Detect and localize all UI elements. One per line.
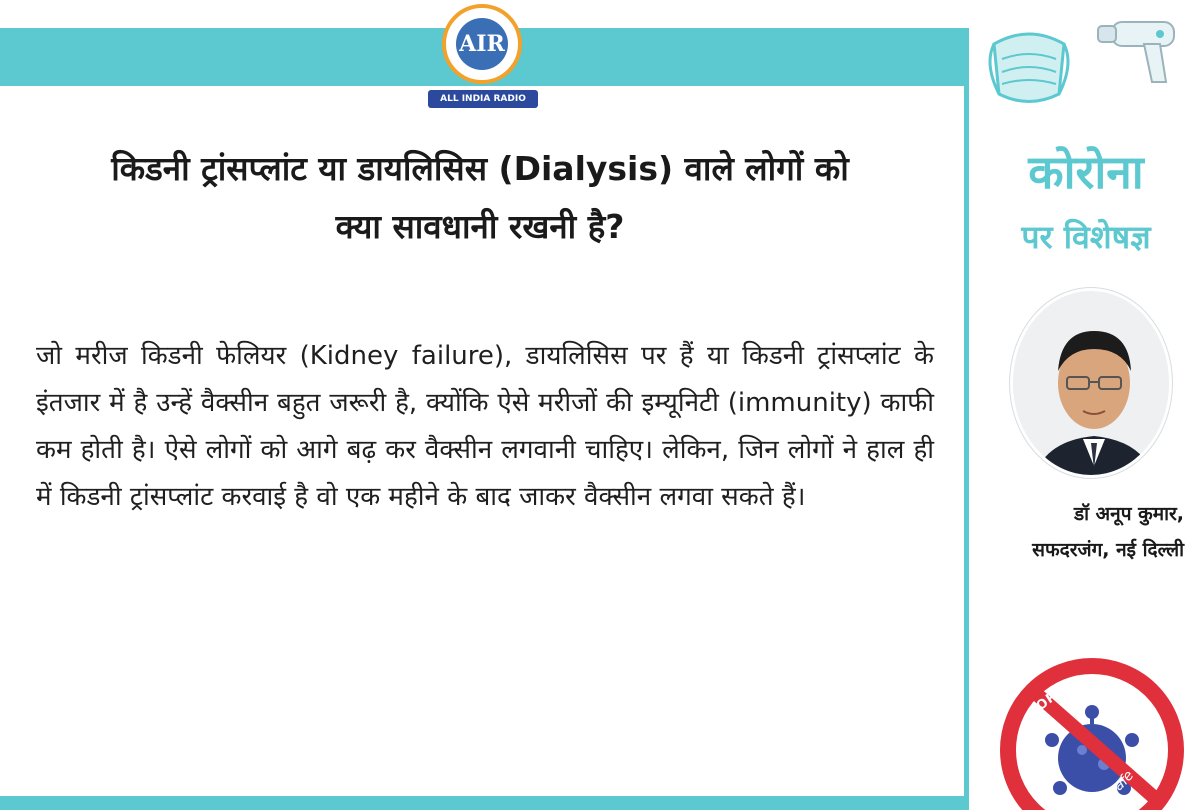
doctor-name: डॉ अनूप कुमार,	[1073, 503, 1184, 525]
heading-line-2: क्या सावधानी रखनी है?	[335, 207, 625, 246]
sidebar-panel	[972, 0, 1200, 810]
logo-center-text: AIR	[456, 18, 508, 70]
page-heading	[30, 140, 930, 256]
logo-ring	[442, 4, 522, 84]
right-accent-border	[964, 28, 969, 810]
logo-tagline: ALL INDIA RADIO NEWS	[428, 90, 538, 108]
corona-title: कोरोना	[1028, 145, 1144, 199]
doctor-photo	[1010, 288, 1172, 478]
heading-line-1: किडनी ट्रांसप्लांट या डायलिसिस (Dialysis) वाले लोगों को	[111, 149, 849, 188]
stop-coronavirus-badge	[992, 640, 1192, 810]
badge-top-text: STOP CORONAVIRUS	[1020, 678, 1164, 728]
face-mask-icon	[984, 14, 1074, 114]
air-logo	[428, 0, 538, 122]
bottom-accent-band	[0, 796, 968, 810]
thermometer-gun-icon	[1092, 8, 1182, 88]
doctor-place: सफदरजंग, नई दिल्ली	[1032, 539, 1184, 561]
body-paragraph: जो मरीज किडनी फेलियर (Kidney failure), डायलिसिस पर हैं या किडनी ट्रांसप्लांट के इंतजार में है उन्हें वैक्सीन बहुत जरूरी है, क्योंकि ऐसे मरीजों की इम्यूनिटी (immunity) काफी कम होती है। ऐसे लोगों को आगे बढ़ कर वैक्सीन लगवानी चाहिए। लेकिन, जिन लोगों ने हाल ही में किडनी ट्रांसप्लांट करवाई है वो एक महीने के बाद जाकर वैक्सीन लगवा सकते हैं।	[36, 341, 934, 512]
badge-bottom-text: Stay safe	[1077, 767, 1138, 810]
doctor-portrait-icon	[1013, 291, 1172, 478]
corona-subtitle: पर विशेषज्ञ	[1021, 218, 1151, 256]
